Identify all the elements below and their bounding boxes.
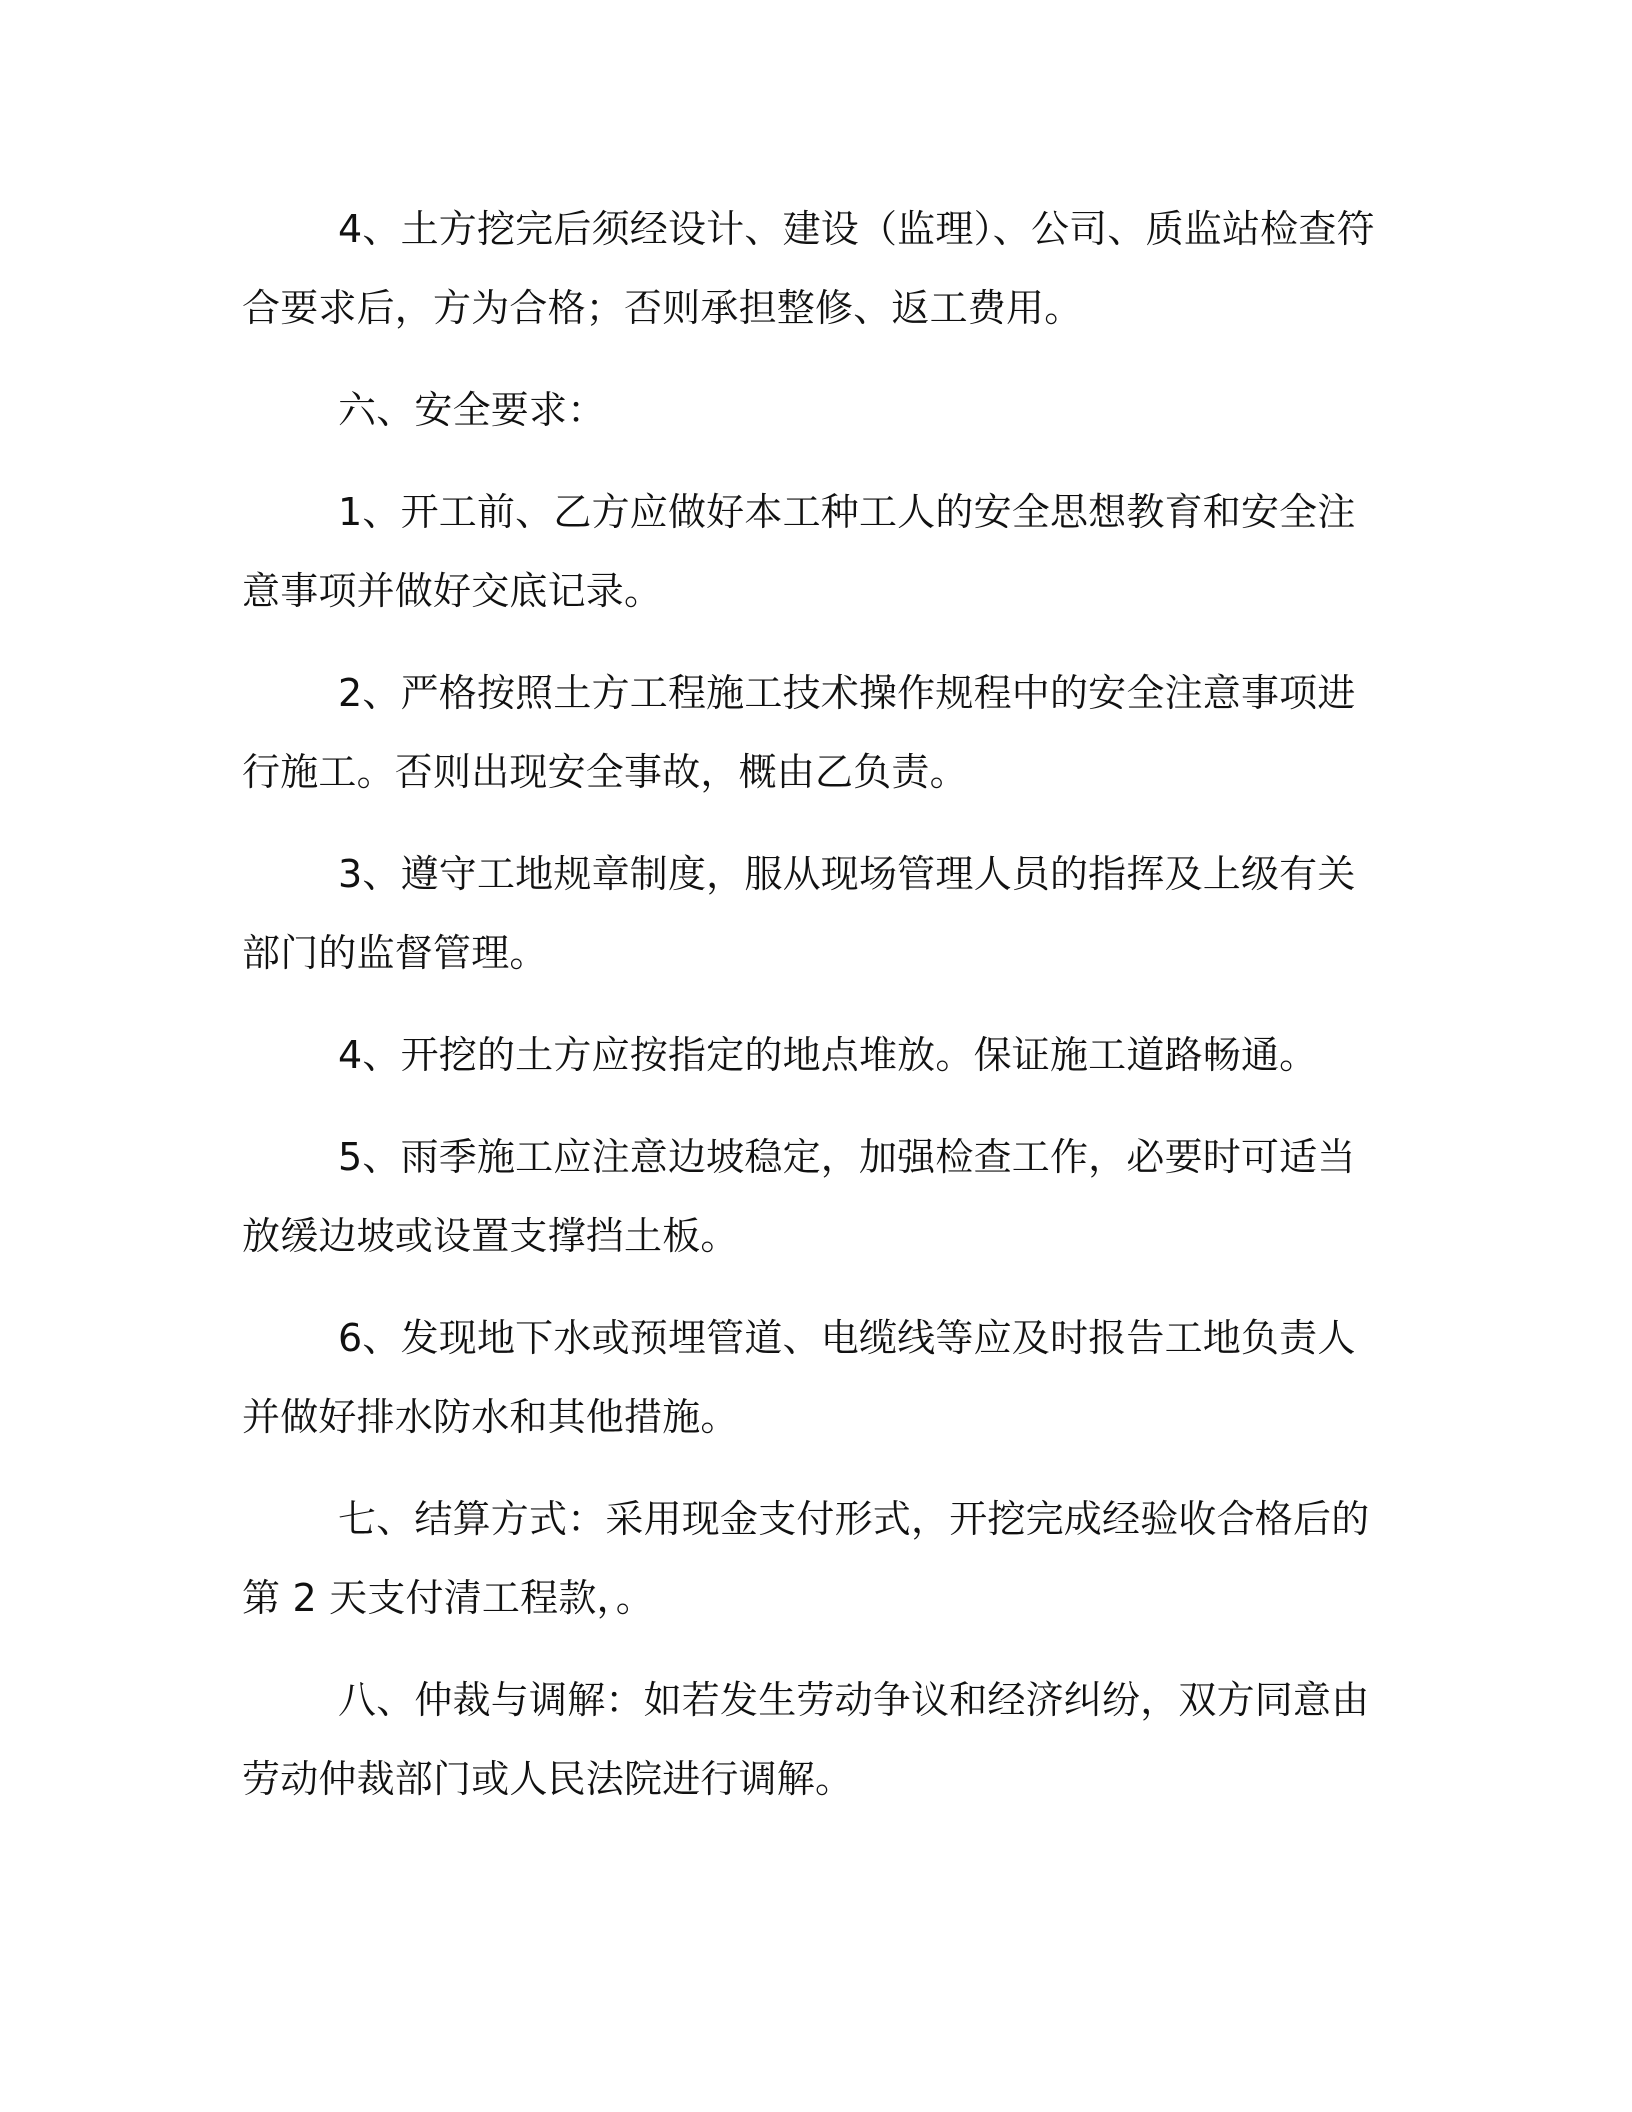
paragraph-safety-3: 3、遵守工地规章制度，服从现场管理人员的指挥及上级有关部门的监督管理。 (242, 852, 1356, 975)
heading-safety-requirements: 六、安全要求： (338, 388, 606, 432)
paragraph-earthwork-acceptance: 4、土方挖完后须经设计、建设（监理）、公司、质监站检查符合要求后，方为合格；否则承担整修、返工费用。 (242, 207, 1375, 330)
paragraph-safety-4: 4、开挖的土方应按指定的地点堆放。保证施工道路畅通。 (338, 1033, 1318, 1077)
paragraph-safety-6: 6、发现地下水或预埋管道、电缆线等应及时报告工地负责人并做好排水防水和其他措施。 (242, 1316, 1356, 1439)
document-body (242, 190, 1392, 1842)
paragraph-arbitration-mediation: 八、仲裁与调解：如若发生劳动争议和经济纠纷，双方同意由劳动仲裁部门或人民法院进行调解。 (242, 1678, 1370, 1801)
paragraph-safety-5: 5、雨季施工应注意边坡稳定，加强检查工作，必要时可适当放缓边坡或设置支撑挡土板。 (242, 1135, 1356, 1258)
paragraph-safety-2: 2、严格按照土方工程施工技术操作规程中的安全注意事项进行施工。否则出现安全事故，概由乙负责。 (242, 671, 1356, 794)
paragraph-settlement-method: 七、结算方式：采用现金支付形式，开挖完成经验收合格后的第 2 天支付清工程款，。 (242, 1497, 1370, 1620)
paragraph-safety-1: 1、开工前、乙方应做好本工种工人的安全思想教育和安全注意事项并做好交底记录。 (242, 490, 1356, 613)
